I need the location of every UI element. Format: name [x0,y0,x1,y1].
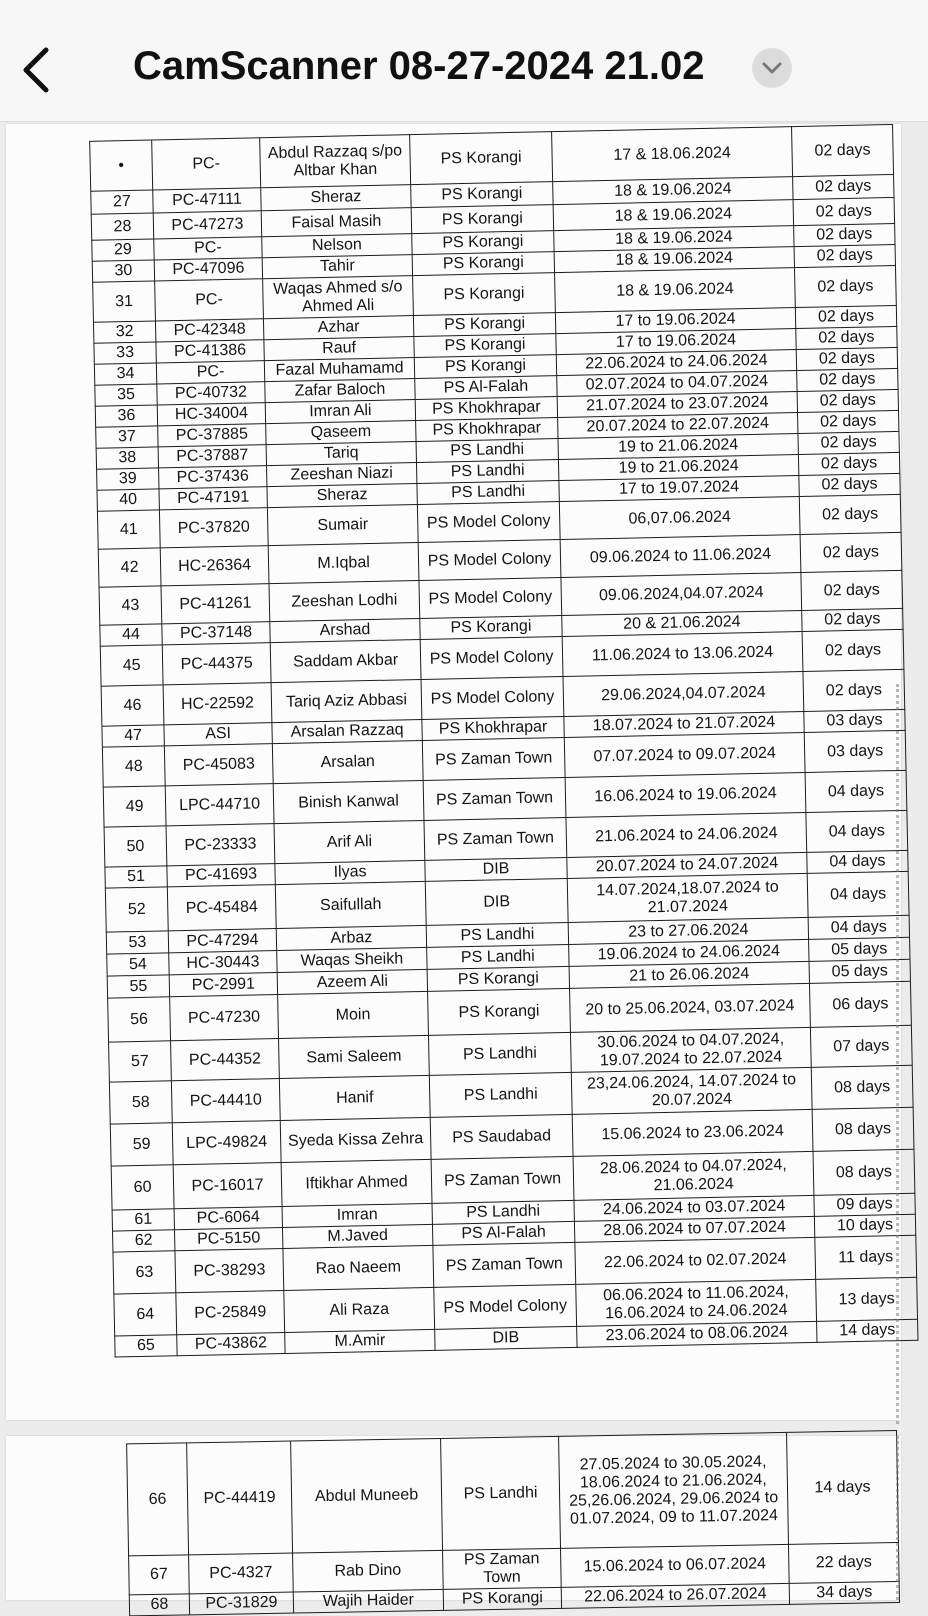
police-station-cell: DIB [425,857,567,881]
leave-dates-cell: 28.06.2024 to 07.07.2024 [574,1216,814,1242]
serial-cell: 46 [101,685,164,726]
belt-number-cell: PC-37436 [159,466,267,489]
police-station-cell: PS Landhi [417,481,559,505]
leave-dates-cell: 18 & 19.06.2024 [554,226,794,252]
belt-number-cell: PC-2991 [169,973,277,997]
police-station-cell: PS Landhi [428,1032,571,1075]
police-station-cell: PS Landhi [416,439,558,463]
days-count-cell: 22 days [788,1542,899,1583]
days-count-cell: 09 days [814,1193,915,1216]
leave-dates-cell: 20 to 25.06.2024, 03.07.2024 [570,983,811,1032]
days-count-cell: 14 days [817,1319,918,1342]
name-cell: Azhar [263,316,413,340]
name-cell: Qaseem [266,421,416,445]
belt-number-cell: PC-37887 [158,445,266,468]
belt-number-cell: PC-42348 [155,319,263,342]
police-station-cell: PS Korangi [412,252,554,276]
name-cell: Arbaz [276,925,426,950]
name-cell: Tahir [262,255,412,279]
belt-number-cell: PC-44410 [171,1079,280,1123]
serial-cell: 35 [95,384,157,406]
name-cell: Sheraz [267,484,417,508]
name-cell: Ilyas [275,860,425,884]
leave-dates-cell: 16.06.2024 to 19.06.2024 [565,772,806,817]
name-cell: Fazal Muhamamd [264,358,414,382]
leave-dates-cell: 22.06.2024 to 26.07.2024 [561,1583,789,1608]
leave-dates-cell: 27.05.2024 to 30.05.2024, 18.06.2024 to 21.06.2024, 25,26.06.2024, 29.06.2024 to 01.07.2024, 09 to 11.07.2024 [559,1432,789,1548]
days-count-cell: 04 days [806,810,908,852]
days-count-cell: 02 days [799,494,901,534]
chevron-left-icon [14,44,62,96]
belt-number-cell: PC- [155,279,264,321]
name-cell: Hanif [279,1075,430,1120]
name-cell: Faisal Masih [261,208,412,237]
police-station-cell: PS Model Colony [418,540,561,581]
belt-number-cell: PC-41386 [156,340,264,363]
belt-number-cell: PC-44352 [171,1039,280,1081]
table-row [127,1430,899,1555]
days-count-cell: 06 days [809,981,911,1027]
days-count-cell: 02 days [802,629,904,671]
belt-number-cell: PC-41261 [161,584,270,624]
serial-cell: 57 [109,1041,172,1082]
serial-cell: 47 [102,725,164,747]
name-cell: Sheraz [261,185,411,211]
police-station-cell: PS Korangi [414,355,556,379]
police-station-cell: PS Zaman Town [424,817,567,860]
scan-edge-noise [887,684,899,1424]
leave-dates-cell: 06.06.2024 to 11.06.2024, 16.06.2024 to 24.06.2024 [576,1279,817,1326]
name-cell: Imran Ali [265,400,415,424]
police-station-cell: PS Model Colony [417,502,560,543]
serial-cell: • [90,140,153,191]
belt-number-cell: PC-47191 [159,487,267,510]
serial-cell: 44 [100,624,162,646]
days-count-cell: 02 days [794,244,895,267]
leave-dates-cell: 21.06.2024 to 24.06.2024 [566,812,807,857]
police-station-cell: PS Landhi [427,944,569,969]
police-station-cell: PS Landhi [441,1436,561,1550]
name-cell: Saddam Akbar [270,639,421,682]
days-count-cell: 02 days [797,389,898,412]
name-cell: Rauf [264,337,414,361]
name-cell: Sami Saleem [279,1035,430,1078]
leave-dates-cell: 20.07.2024 to 24.07.2024 [567,852,807,878]
serial-cell: 38 [96,447,158,469]
leave-dates-cell: 29.06.2024,04.07.2024 [563,671,804,716]
days-count-cell: 08 days [812,1107,914,1151]
leave-dates-cell: 18 & 19.06.2024 [554,247,794,273]
days-count-cell: 03 days [804,730,906,772]
leave-table-sheet-1 [89,124,917,1358]
title-menu-button[interactable] [752,48,792,88]
police-station-cell: PS Korangi [413,313,555,337]
serial-cell: 34 [94,363,156,385]
police-station-cell: PS Khokhrapar [415,397,557,421]
police-station-cell: PS Korangi [420,616,562,640]
serial-cell: 67 [129,1555,190,1595]
police-station-cell: DIB [435,1326,577,1350]
leave-dates-cell: 17 to 19.06.2024 [555,308,795,334]
serial-cell: 63 [113,1251,176,1294]
belt-number-cell: PC-47096 [154,258,262,281]
scan-edge-noise [887,1436,899,1600]
police-station-cell: PS Korangi [412,231,554,255]
police-station-cell: PS Landhi [426,922,568,947]
days-count-cell: 02 days [798,452,899,475]
leave-dates-cell: 18 & 19.06.2024 [553,177,793,205]
belt-number-cell: ASI [164,723,272,746]
name-cell: Tariq Aziz Abbasi [271,679,422,722]
leave-dates-cell: 15.06.2024 to 06.07.2024 [561,1544,790,1587]
serial-cell: 40 [97,489,159,511]
days-count-cell: 13 days [816,1277,918,1321]
days-count-cell: 04 days [805,770,907,812]
serial-cell: 50 [104,826,167,867]
days-count-cell: 08 days [811,1065,913,1109]
days-count-cell: 05 days [809,937,910,961]
days-count-cell: 02 days [799,473,900,496]
leave-table-sheet-2 [126,1430,899,1616]
belt-number-cell: PC-44375 [162,643,271,685]
leave-table [89,124,918,1358]
belt-number-cell: PC-25849 [176,1290,285,1334]
police-station-cell: PS Saudabad [430,1114,573,1159]
serial-cell: 41 [97,510,160,549]
back-button[interactable] [14,44,62,96]
police-station-cell: PS Korangi [410,132,553,185]
belt-number-cell: PC-5150 [175,1228,283,1251]
days-count-cell: 02 days [794,265,896,307]
leave-dates-cell: 23 to 27.06.2024 [568,917,808,944]
name-cell: Abdul Razzaq s/po Altbar Khan [260,135,411,188]
police-station-cell: PS Korangi [427,966,569,991]
days-count-cell: 02 days [793,197,895,225]
name-cell: Moin [278,991,429,1038]
name-cell: Rab Dino [293,1550,444,1592]
belt-number-cell: HC-26364 [160,546,269,586]
days-count-cell: 04 days [807,850,908,873]
leave-table-continued [126,1430,900,1616]
name-cell: Waqas Sheikh [277,947,427,972]
name-cell: Zeeshan Lodhi [269,581,420,622]
police-station-cell: PS Korangi [411,205,554,234]
belt-number-cell: PC-47294 [168,929,276,953]
belt-number-cell: HC-22592 [163,683,272,725]
serial-cell: 27 [91,190,153,214]
belt-number-cell: PC-4327 [189,1553,294,1594]
belt-number-cell: PC-23333 [166,824,275,866]
serial-cell: 66 [127,1443,189,1556]
belt-number-cell: HC-30443 [169,951,277,975]
name-cell: M.Javed [282,1224,432,1248]
name-cell: Arsalan [272,740,423,783]
belt-number-cell: PC-6064 [174,1207,282,1230]
days-count-cell: 02 days [797,368,898,391]
days-count-cell: 02 days [796,347,897,370]
serial-cell: 51 [105,866,167,888]
serial-cell: 33 [94,342,156,364]
leave-dates-cell: 19 to 21.06.2024 [558,434,798,460]
leave-dates-cell: 02.07.2024 to 04.07.2024 [557,371,797,397]
belt-number-cell: PC-37885 [158,424,266,447]
leave-dates-cell: 22.06.2024 to 02.07.2024 [575,1237,816,1284]
name-cell: Iftikhar Ahmed [281,1159,432,1206]
leave-dates-cell: 30.06.2024 to 04.07.2024, 19.07.2024 to 22.07.2024 [570,1027,811,1072]
serial-cell: 45 [100,645,163,686]
scanned-page-1 [6,124,901,1420]
police-station-cell: PS Korangi [443,1587,561,1610]
belt-number-cell: PC-43862 [177,1332,285,1355]
belt-number-cell: PC-47273 [153,211,262,239]
name-cell: Arshad [270,618,420,642]
serial-cell: 55 [107,975,169,998]
days-count-cell: 08 days [813,1149,915,1195]
serial-cell: 36 [95,405,157,427]
police-station-cell: PS Al-Falah [432,1221,574,1245]
leave-dates-cell: 18 & 19.06.2024 [555,268,796,313]
police-station-cell: PS Korangi [428,988,571,1035]
belt-number-cell: PC- [154,237,262,260]
belt-number-cell: PC-37148 [162,622,270,645]
leave-table-body-continued [127,1430,900,1615]
police-station-cell: PS Model Colony [421,677,564,720]
name-cell: Arsalan Razzaq [272,719,422,743]
leave-dates-cell: 06,07.06.2024 [559,497,800,540]
serial-cell: 53 [106,931,168,954]
serial-cell: 29 [92,239,154,261]
serial-cell: 64 [114,1293,177,1336]
belt-number-cell: PC-40732 [157,382,265,405]
days-count-cell: 02 days [798,431,899,454]
serial-cell: 58 [109,1081,172,1124]
police-station-cell: PS Khokhrapar [422,717,564,741]
serial-cell: 59 [110,1123,173,1166]
leave-dates-cell: 14.07.2024,18.07.2024 to 21.07.2024 [567,873,808,922]
serial-cell: 39 [97,468,159,490]
days-count-cell: 05 days [809,959,910,983]
belt-number-cell: PC-38293 [175,1249,284,1293]
chevron-down-icon [752,48,792,88]
police-station-cell: DIB [425,878,568,925]
leave-dates-cell: 20.07.2024 to 22.07.2024 [558,413,798,439]
police-station-cell: PS Model Colony [420,637,563,680]
belt-number-cell: PC- [152,138,261,190]
leave-dates-cell: 21 to 26.06.2024 [569,961,809,988]
police-station-cell: PS Landhi [416,460,558,484]
serial-cell: 31 [93,281,156,322]
days-count-cell: 10 days [814,1214,915,1237]
leave-dates-cell: 28.06.2024 to 04.07.2024, 21.06.2024 [573,1151,814,1200]
name-cell: Nelson [262,234,412,258]
serial-cell: 62 [113,1230,175,1252]
days-count-cell: 02 days [795,305,896,328]
days-count-cell: 04 days [807,871,909,917]
police-station-cell: PS Zaman Town [443,1548,562,1589]
leave-dates-cell: 17 to 19.07.2024 [559,476,799,502]
days-count-cell: 03 days [804,709,905,732]
days-count-cell: 34 days [789,1581,899,1604]
name-cell: Rao Naeem [283,1245,434,1290]
name-cell: Wajih Haider [293,1589,443,1613]
leave-dates-cell: 21.07.2024 to 23.07.2024 [557,392,797,418]
leave-dates-cell: 18 & 19.06.2024 [553,200,793,231]
leave-dates-cell: 09.06.2024,04.07.2024 [561,573,802,616]
name-cell: Imran [282,1203,432,1227]
days-count-cell: 02 days [798,410,899,433]
name-cell: Zeeshan Niazi [267,463,417,487]
serial-cell: 42 [98,548,161,587]
leave-dates-cell: 19 to 21.06.2024 [558,455,798,481]
police-station-cell: PS Zaman Town [423,777,566,820]
days-count-cell: 02 days [800,532,902,572]
serial-cell: 60 [111,1165,174,1210]
serial-cell: 54 [107,953,169,976]
leave-dates-cell: 19.06.2024 to 24.06.2024 [569,939,809,966]
police-station-cell: PS Model Colony [434,1284,577,1329]
leave-dates-cell: 15.06.2024 to 23.06.2024 [572,1109,813,1156]
leave-dates-cell: 09.06.2024 to 11.06.2024 [560,535,801,578]
name-cell: M.Amir [285,1329,435,1353]
police-station-cell: PS Model Colony [419,578,562,619]
leave-dates-cell: 11.06.2024 to 13.06.2024 [562,631,803,676]
serial-cell: 65 [115,1335,177,1357]
police-station-cell: PS Korangi [413,273,556,316]
name-cell: Ali Raza [284,1287,435,1332]
police-station-cell: PS Zaman Town [433,1242,576,1287]
days-count-cell: 07 days [810,1025,912,1067]
belt-number-cell: PC-47230 [170,995,279,1041]
police-station-cell: PS Korangi [411,182,553,208]
serial-cell: 30 [92,260,154,282]
police-station-cell: PS Zaman Town [431,1156,574,1203]
name-cell: Arif Ali [274,820,425,863]
serial-cell: 68 [129,1594,189,1616]
name-cell: Binish Kanwal [273,780,424,823]
belt-number-cell: PC-47111 [153,188,261,213]
serial-cell: 32 [93,321,155,343]
days-count-cell: 02 days [802,608,903,631]
document-title[interactable]: CamScanner 08-27-2024 21.02 [133,44,705,88]
belt-number-cell: PC-31829 [189,1592,293,1615]
serial-cell: 28 [91,213,154,240]
belt-number-cell: PC-44419 [187,1441,293,1555]
belt-number-cell: PC-37820 [159,508,268,548]
belt-number-cell: PC-16017 [173,1163,282,1209]
days-count-cell: 14 days [787,1430,899,1544]
leave-dates-cell: 20 & 21.06.2024 [562,610,802,636]
name-cell: Abdul Muneeb [291,1438,443,1553]
belt-number-cell: PC-41693 [167,864,275,887]
name-cell: Syeda Kissa Zehra [280,1117,431,1162]
serial-cell: 37 [96,426,158,448]
name-cell: M.Iqbal [268,543,419,584]
serial-cell: 43 [99,586,162,625]
name-cell: Saifullah [275,881,426,928]
police-station-cell: PS Korangi [414,334,556,358]
days-count-cell: 02 days [792,124,894,176]
belt-number-cell: HC-34004 [157,403,265,426]
police-station-cell: PS Zaman Town [422,737,565,780]
name-cell: Waqas Ahmed s/o Ahmed Ali [263,276,414,319]
name-cell: Zafar Baloch [265,379,415,403]
leave-dates-cell: 22.06.2024 to 24.06.2024 [556,350,796,376]
belt-number-cell: PC-45083 [164,744,273,786]
police-station-cell: PS Khokhrapar [416,418,558,442]
days-count-cell: 04 days [808,915,909,939]
serial-cell: 49 [103,786,166,827]
leave-dates-cell: 17 & 18.06.2024 [552,127,793,182]
name-cell: Sumair [267,505,418,546]
leave-dates-cell: 17 to 19.06.2024 [556,329,796,355]
leave-dates-cell: 07.07.2024 to 09.07.2024 [564,732,805,777]
police-station-cell: PS Landhi [432,1200,574,1224]
days-count-cell: 02 days [801,570,903,610]
belt-number-cell: PC-45484 [167,885,276,931]
leave-dates-cell: 23.06.2024 to 08.06.2024 [577,1321,817,1347]
serial-cell: 61 [112,1209,174,1231]
belt-number-cell: LPC-49824 [172,1121,281,1165]
days-count-cell: 11 days [815,1235,917,1279]
leave-dates-cell: 23,24.06.2024, 14.07.2024 to 20.07.2024 [571,1067,812,1114]
police-station-cell: PS Al-Falah [415,376,557,400]
serial-cell: 48 [102,746,165,787]
days-count-cell: 02 days [794,223,895,246]
name-cell: Tariq [266,442,416,466]
top-bar [0,0,928,122]
belt-number-cell: PC- [156,361,264,384]
name-cell: Azeem Ali [277,969,427,994]
serial-cell: 52 [105,887,168,932]
belt-number-cell: LPC-44710 [165,784,274,826]
leave-dates-cell: 18.07.2024 to 21.07.2024 [564,711,804,737]
days-count-cell: 02 days [803,669,905,711]
scanned-page-2 [6,1436,901,1614]
leave-dates-cell: 24.06.2024 to 03.07.2024 [574,1195,814,1221]
days-count-cell: 02 days [796,326,897,349]
police-station-cell: PS Landhi [429,1072,572,1117]
serial-cell: 56 [108,997,171,1042]
leave-table-body [90,124,918,1357]
days-count-cell: 02 days [793,174,894,199]
